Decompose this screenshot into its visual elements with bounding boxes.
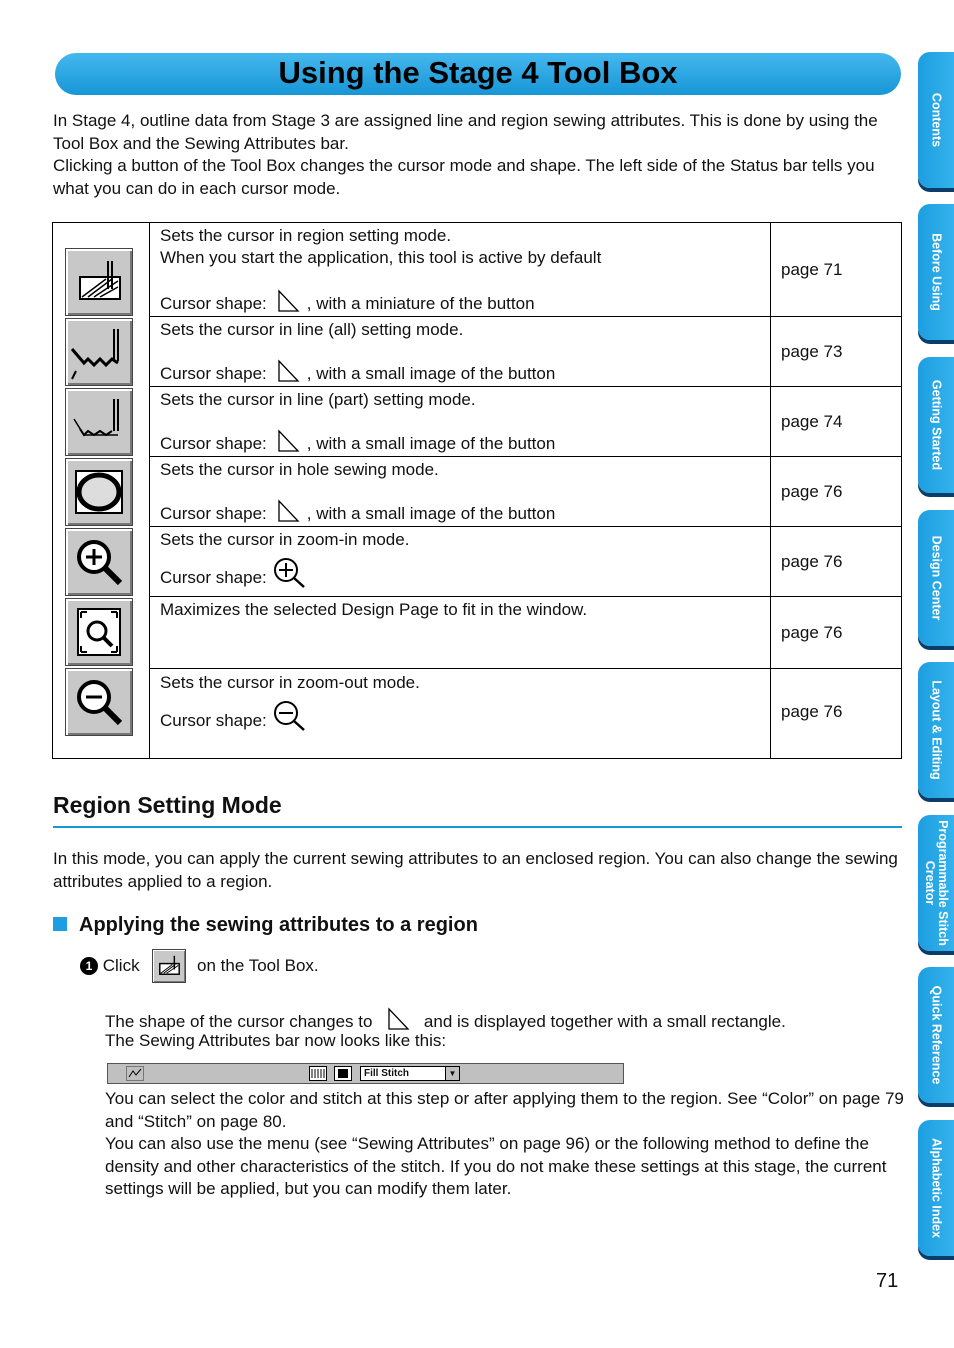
page-ref-row-5: page 76 [771, 527, 902, 597]
stitch-icon[interactable] [309, 1066, 327, 1081]
section-text: In this mode, you can apply the current sewing attributes to an enclosed region. You can also change the sewing attributes applied to a region. [53, 849, 898, 891]
cursor-shape-text: The shape of the cursor changes to and is displayed together with a small rectangle. [105, 1007, 905, 1034]
tool-description-row-7: Sets the cursor in zoom-out mode. Cursor shape: [150, 669, 771, 759]
zoom-out-cursor-icon [273, 700, 307, 732]
page-number: 71 [876, 1270, 899, 1292]
tab-before-using[interactable]: Before Using [918, 204, 954, 340]
region-setting-tool-icon [65, 248, 133, 316]
sewing-attributes-bar [107, 1063, 624, 1084]
tab-getting-started[interactable]: Getting Started [918, 357, 954, 493]
arrow-cursor-icon [277, 359, 301, 385]
step-1: 1 Click on the Tool Box. [80, 955, 319, 978]
bar-intro-text: The Sewing Attributes bar now looks like this: [105, 1031, 447, 1050]
select-paragraph: You can select the color and stitch at this step or after applying them to the region. See “Color” on page 79 and “Stitch” on page 80. [105, 1089, 904, 1131]
page-title: Using the Stage 4 Tool Box [278, 55, 678, 90]
hole-sewing-tool-icon [65, 458, 133, 526]
arrow-cursor-icon [277, 289, 301, 315]
tool-box-table [52, 222, 902, 759]
tab-contents[interactable]: Contents [918, 52, 954, 188]
page-ref-row-6: page 76 [771, 597, 902, 669]
tool-icon-column [53, 223, 150, 759]
zoom-in-cursor-icon [273, 557, 307, 589]
intro-paragraph-2: Clicking a button of the Tool Box changes the cursor mode and shape. The left side of the Status bar tells you what you can do in each cursor mode. [53, 156, 875, 198]
tab-quick-reference[interactable]: Quick Reference [918, 967, 954, 1103]
line-part-tool-icon [65, 388, 133, 456]
stitch-type-select[interactable]: Fill Stitch ▼ [360, 1066, 460, 1081]
tool-description-row-4: Sets the cursor in hole sewing mode. Cursor shape: , with a small image of the button [150, 457, 771, 527]
line-all-tool-icon [65, 318, 133, 386]
page-ref-row-1: page 71 [771, 223, 902, 317]
zoom-out-tool-icon [65, 668, 133, 736]
tab-layout-editing[interactable]: Layout & Editing [918, 662, 954, 798]
intro-text [53, 110, 903, 200]
tab-design-center[interactable]: Design Center [918, 510, 954, 646]
tab-alphabetic-index[interactable]: Alphabetic Index [918, 1120, 954, 1256]
page-ref-row-7: page 76 [771, 669, 902, 759]
square-bullet-icon [53, 917, 67, 931]
subheading: Applying the sewing attributes to a region [53, 914, 478, 937]
arrow-cursor-icon [277, 429, 301, 455]
tool-description-row-3: Sets the cursor in line (part) setting mode. Cursor shape: , with a small image of the button [150, 387, 771, 457]
region-setting-button-icon [152, 949, 186, 983]
section-heading: Region Setting Mode [53, 792, 282, 818]
page-ref-row-4: page 76 [771, 457, 902, 527]
title-banner [55, 53, 901, 95]
arrow-cursor-icon [277, 499, 301, 525]
step-number-badge: 1 [80, 957, 98, 975]
page-ref-row-3: page 74 [771, 387, 902, 457]
tool-description-row-5: Sets the cursor in zoom-in mode. Cursor shape: [150, 527, 771, 597]
region-color-icon[interactable] [334, 1066, 352, 1081]
tool-description-row-2: Sets the cursor in line (all) setting mode. Cursor shape: , with a small image of the button [150, 317, 771, 387]
tool-description-row-1: Sets the cursor in region setting mode. When you start the application, this tool is active by default Cursor shape: , with a miniature of the button [150, 223, 771, 317]
page-ref-row-2: page 73 [771, 317, 902, 387]
menu-paragraph: You can also use the menu (see “Sewing Attributes” on page 96) or the following method to define the density and other characteristics of the stitch. If you do not make these settings at this stage, the current settings will be applied, but you can modify them later. [105, 1134, 887, 1198]
tool-description-row-6: Maximizes the selected Design Page to fit in the window. [150, 597, 771, 669]
line-sew-icon [126, 1066, 144, 1081]
zoom-in-tool-icon [65, 528, 133, 596]
tab-programmable-stitch-creator[interactable]: Programmable Stitch Creator [918, 815, 954, 951]
intro-paragraph-1: In Stage 4, outline data from Stage 3 are assigned line and region sewing attributes. This is done by using the Tool Box and the Sewing Attributes bar. [53, 111, 878, 153]
fit-to-window-tool-icon [65, 598, 133, 666]
section-divider [53, 826, 902, 828]
dropdown-arrow-icon[interactable]: ▼ [445, 1067, 459, 1080]
